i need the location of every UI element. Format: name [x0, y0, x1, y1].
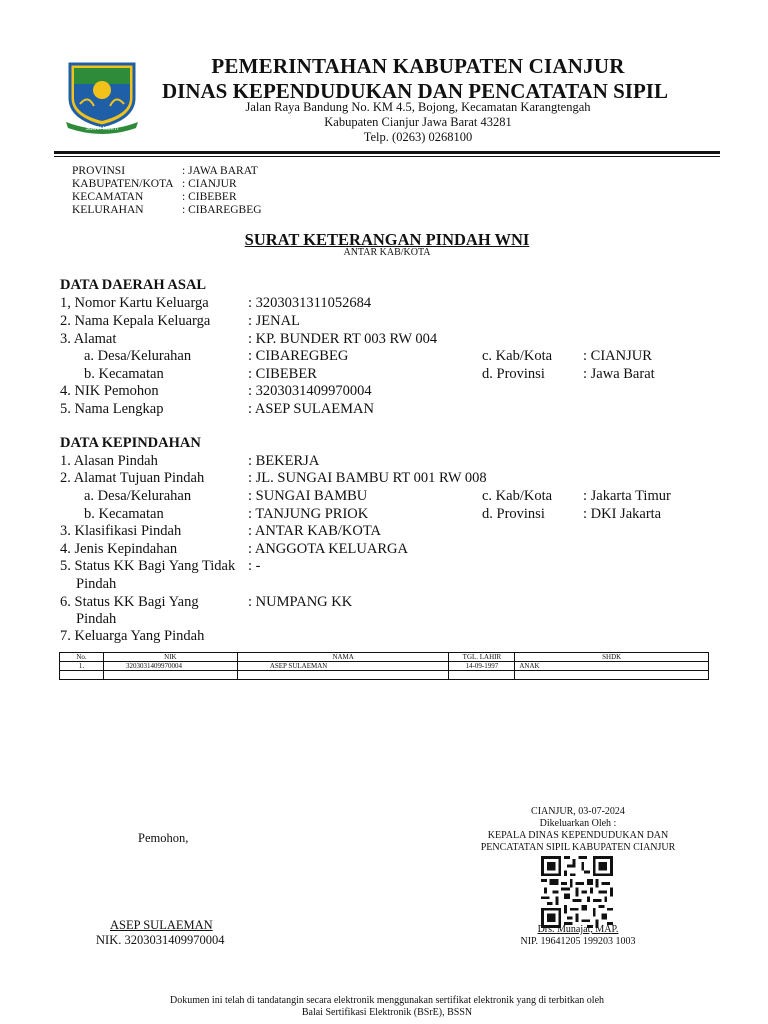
asal-label-kecamatan: b. Kecamatan [84, 366, 164, 382]
applicant-name: ASEP SULAEMAN [110, 918, 213, 932]
pindah-label-klasifikasi: 3. Klasifikasi Pindah [60, 523, 182, 539]
region-value-kabupaten: : CIANJUR [182, 178, 237, 190]
asal-value-alamat: : KP. BUNDER RT 003 RW 004 [248, 331, 438, 347]
col-header-nik: NIK [103, 653, 237, 662]
header-address1: Jalan Raya Bandung No. KM 4.5, Bojong, Kecamatan Karangtengah [245, 100, 591, 114]
asal-label-kk: 1, Nomor Kartu Keluarga [60, 295, 209, 311]
asal-label-kabkota: c. Kab/Kota [482, 348, 553, 364]
asal-value-nama: : ASEP SULAEMAN [248, 401, 374, 417]
pindah-label-keluarga: 7. Keluarga Yang Pindah [60, 628, 205, 644]
region-value-provinsi: : JAWA BARAT [182, 165, 258, 177]
header-line1: PEMERINTAHAN KABUPATEN CIANJUR [211, 54, 625, 78]
pindah-value-alamat: : JL. SUNGAI BAMBU RT 001 RW 008 [248, 470, 487, 486]
pindah-label-alamat: 2. Alamat Tujuan Pindah [60, 470, 205, 486]
office-line1: KEPALA DINAS KEPENDUDUKAN DAN [487, 830, 669, 841]
header-rule [54, 151, 720, 154]
pindah-label-status-pindah: 6. Status KK Bagi Yang [60, 594, 199, 610]
header-address2: Kabupaten Cianjur Jawa Barat 43281 [324, 115, 512, 129]
pindah-value-jenis: : ANGGOTA KELUARGA [248, 541, 408, 557]
pindah-label-desa: a. Desa/Kelurahan [84, 488, 192, 504]
col-header-no: No. [60, 653, 104, 662]
pindah-value-desa: : SUNGAI BAMBU [248, 488, 368, 504]
col-header-shdk: SHDK [515, 653, 709, 662]
cianjur-regency-logo [64, 60, 140, 134]
official-name [478, 924, 678, 935]
col-header-nama: NAMA [237, 653, 449, 662]
pindah-label-status-pindah-cont: Pindah [76, 611, 117, 627]
pindah-value-klasifikasi: : ANTAR KAB/KOTA [248, 523, 382, 539]
section-heading-pindah: DATA KEPINDAHAN [60, 435, 201, 451]
applicant-nik: NIK. 3203031409970004 [96, 933, 225, 947]
region-label-kecamatan: KECAMATAN [72, 191, 144, 203]
pindah-label-alasan: 1. Alasan Pindah [60, 453, 158, 469]
cell-shdk: ANAK [515, 662, 709, 671]
region-value-kelurahan: : CIBAREGBEG [182, 204, 262, 216]
cell-nik: 3203031409970004 [103, 662, 237, 671]
header-rule-thin [54, 156, 720, 157]
office-line2: PENCATATAN SIPIL KABUPATEN CIANJUR [480, 842, 676, 853]
section-heading-asal: DATA DAERAH ASAL [60, 277, 207, 293]
footer-line2: Balai Sertifikasi Elektronik (BSrE), BSSN [301, 1007, 473, 1018]
col-header-tgl-lahir: TGL. LAHIR [449, 653, 515, 662]
cell-tgl-lahir: 14-09-1997 [449, 662, 515, 671]
asal-value-kk: : 3203031311052684 [248, 295, 372, 311]
document-title: SURAT KETERANGAN PINDAH WNI [244, 230, 530, 249]
place-date: CIANJUR, 03-07-2024 [531, 806, 625, 817]
region-value-kecamatan: : CIBEBER [182, 191, 237, 203]
pindah-label-status-tidak: 5. Status KK Bagi Yang Tidak [60, 558, 236, 574]
asal-value-kepala: : JENAL [248, 313, 300, 329]
region-label-kabupaten: KABUPATEN/KOTA [72, 178, 174, 190]
cell-nama: ASEP SULAEMAN [237, 662, 449, 671]
applicant-label: Pemohon, [138, 831, 189, 845]
asal-value-desa: : CIBAREGBEG [248, 348, 349, 364]
asal-label-nik: 4. NIK Pemohon [60, 383, 159, 399]
pindah-label-kabkota: c. Kab/Kota [482, 488, 553, 504]
issued-by: Dikeluarkan Oleh : [539, 818, 617, 829]
pindah-value-status-tidak: : - [248, 558, 261, 574]
asal-label-desa: a. Desa/Kelurahan [84, 348, 192, 364]
pindah-label-jenis: 4. Jenis Kepindahan [60, 541, 178, 557]
official-nip: NIP. 19641205 199203 1003 [520, 936, 636, 947]
pindah-label-provinsi: d. Provinsi [482, 506, 545, 522]
asal-value-kecamatan: : CIBEBER [248, 366, 317, 382]
asal-value-nik: : 3203031409970004 [248, 383, 372, 399]
official-name-text: Drs. Munajat, MAP. [537, 924, 619, 935]
qr-code-icon [541, 856, 613, 928]
pindah-value-alasan: : BEKERJA [248, 453, 320, 469]
logo-motto: SUGIH MUKTI [85, 126, 119, 132]
table-header-row [60, 653, 709, 662]
region-label-provinsi: PROVINSI [72, 165, 126, 177]
header-line2: DINAS KEPENDUDUKAN DAN PENCATATAN SIPIL [162, 79, 668, 103]
table-row-empty [60, 671, 709, 680]
pindah-value-kecamatan: : TANJUNG PRIOK [248, 506, 369, 522]
asal-label-nama: 5. Nama Lengkap [60, 401, 164, 417]
asal-label-kepala: 2. Nama Kepala Keluarga [60, 313, 211, 329]
table-row [60, 662, 709, 671]
asal-label-alamat: 3. Alamat [60, 331, 117, 347]
pindah-label-kecamatan: b. Kecamatan [84, 506, 164, 522]
region-label-kelurahan: KELURAHAN [72, 204, 144, 216]
asal-value-kabkota: : CIANJUR [583, 348, 652, 364]
pindah-value-status-pindah: : NUMPANG KK [248, 594, 353, 610]
pindah-value-kabkota: : Jakarta Timur [583, 488, 671, 504]
asal-label-provinsi: d. Provinsi [482, 366, 545, 382]
asal-value-provinsi: : Jawa Barat [583, 366, 655, 382]
family-members-table [59, 652, 709, 680]
document-subtitle: ANTAR KAB/KOTA [343, 247, 431, 258]
header-phone: Telp. (0263) 0268100 [363, 130, 473, 144]
pindah-value-provinsi: : DKI Jakarta [583, 506, 662, 522]
footer-line1: Dokumen ini telah di tandatangin secara elektronik menggunakan sertifikat elektronik yang di terbitkan oleh [169, 995, 605, 1006]
cell-no: 1. [60, 662, 104, 671]
pindah-label-status-tidak-cont: Pindah [76, 576, 117, 592]
